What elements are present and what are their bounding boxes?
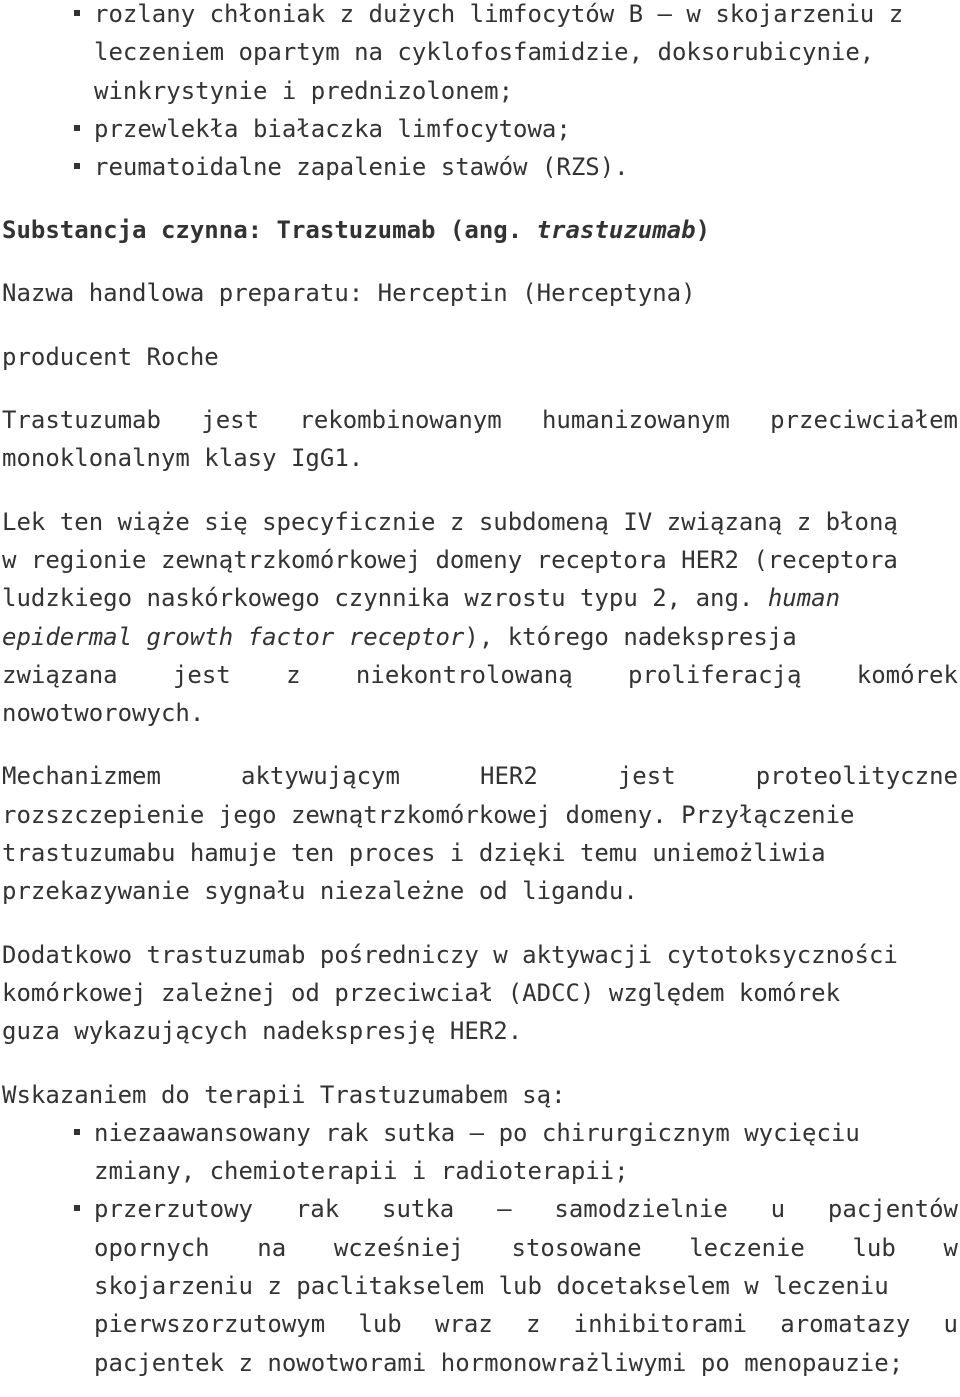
list-item-line: reumatoidalne zapalenie stawów (RZS). (94, 153, 629, 182)
justified-line: Mechanizmem aktywującym HER2 jest proteolityczne (2, 762, 958, 791)
bullet-icon (74, 1129, 80, 1135)
justified-line: przerzutowy rak sutka – samodzielnie u pacjentów (94, 1195, 958, 1224)
bullet-icon (74, 125, 80, 131)
justified-line: opornych na wcześniej stosowane leczenie lub w (94, 1233, 958, 1262)
indications-heading: Wskazaniem do terapii Trastuzumabem są: (2, 1080, 566, 1109)
list-item (2, 110, 958, 148)
list-item: niezaawansowany rak sutka – po chirurgicznym wycięciu zmiany, chemioterapii i radioterapii; (2, 1114, 958, 1191)
justified-line: związana jest z niekontrolowaną proliferacją komórek (2, 660, 958, 689)
trade-name: Nazwa handlowa preparatu: Herceptin (Herceptyna) (2, 279, 696, 308)
bullet-icon (74, 1205, 80, 1211)
paragraph: Lek ten wiąże się specyficznie z subdomeną IV związaną z błoną w regionie zewnątrzkomórkowej domeny receptora HER2 (receptora ludzkiego naskórkowego czynnika wzrostu typu 2, ang. human epidermal growth factor receptor), którego nadekspresja związana jest z niekontrolowaną proliferacją komórek nowotworowych. (2, 507, 958, 728)
top-list (2, 0, 958, 186)
list-item (2, 148, 958, 186)
list-item (2, 0, 958, 110)
list-item-line: leczeniem opartym na cyklofosfamidzie, doksorubicynie, (94, 38, 875, 67)
paragraph: Dodatkowo trastuzumab pośredniczy w aktywacji cytotoksyczności komórkowej zależnej od przeciwciał (ADCC) względem komórek guza wykazujących nadekspresję HER2. (2, 940, 898, 1046)
producer: producent Roche (2, 342, 219, 371)
paragraph: Mechanizmem aktywującym HER2 jest proteolityczne rozszczepienie jego zewnątrzkomórkowej domeny. Przyłączenie trastuzumabu hamuje ten proces i dzięki temu uniemożliwia przekazywanie sygnału niezależne od ligandu. (2, 757, 958, 910)
list-item-line: rozlany chłoniak z dużych limfocytów B – w skojarzeniu z (94, 0, 904, 28)
substance-latin-name: trastuzumab (536, 216, 696, 245)
substance-heading: Substancja czynna: Trastuzumab (ang. trastuzumab) (2, 216, 711, 245)
justified-line: pierwszorzutowym lub wraz z inhibitorami aromatazy u (94, 1310, 958, 1339)
list-item-line: przewlekła białaczka limfocytowa; (94, 114, 571, 143)
list-item: przerzutowy rak sutka – samodzielnie u pacjentów opornych na wcześniej stosowane leczenie lub w skojarzeniu z paclitakselem lub docetakselem w leczeniu pierwszorzutowym lub wraz z inhibitorami aromatazy u pacjentek z nowotworami hormonowrażliwymi po menopauzie; (2, 1190, 958, 1381)
bullet-icon (74, 10, 80, 16)
indications-list (2, 1114, 958, 1382)
paragraph: Trastuzumab jest rekombinowanym humanizowanym przeciwciałem monoklonalnym klasy IgG1. (2, 401, 958, 478)
bullet-icon (74, 163, 80, 169)
list-item-line: winkrystynie i prednizolonem; (94, 76, 514, 105)
justified-line: Trastuzumab jest rekombinowanym humanizowanym przeciwciałem (2, 406, 958, 435)
